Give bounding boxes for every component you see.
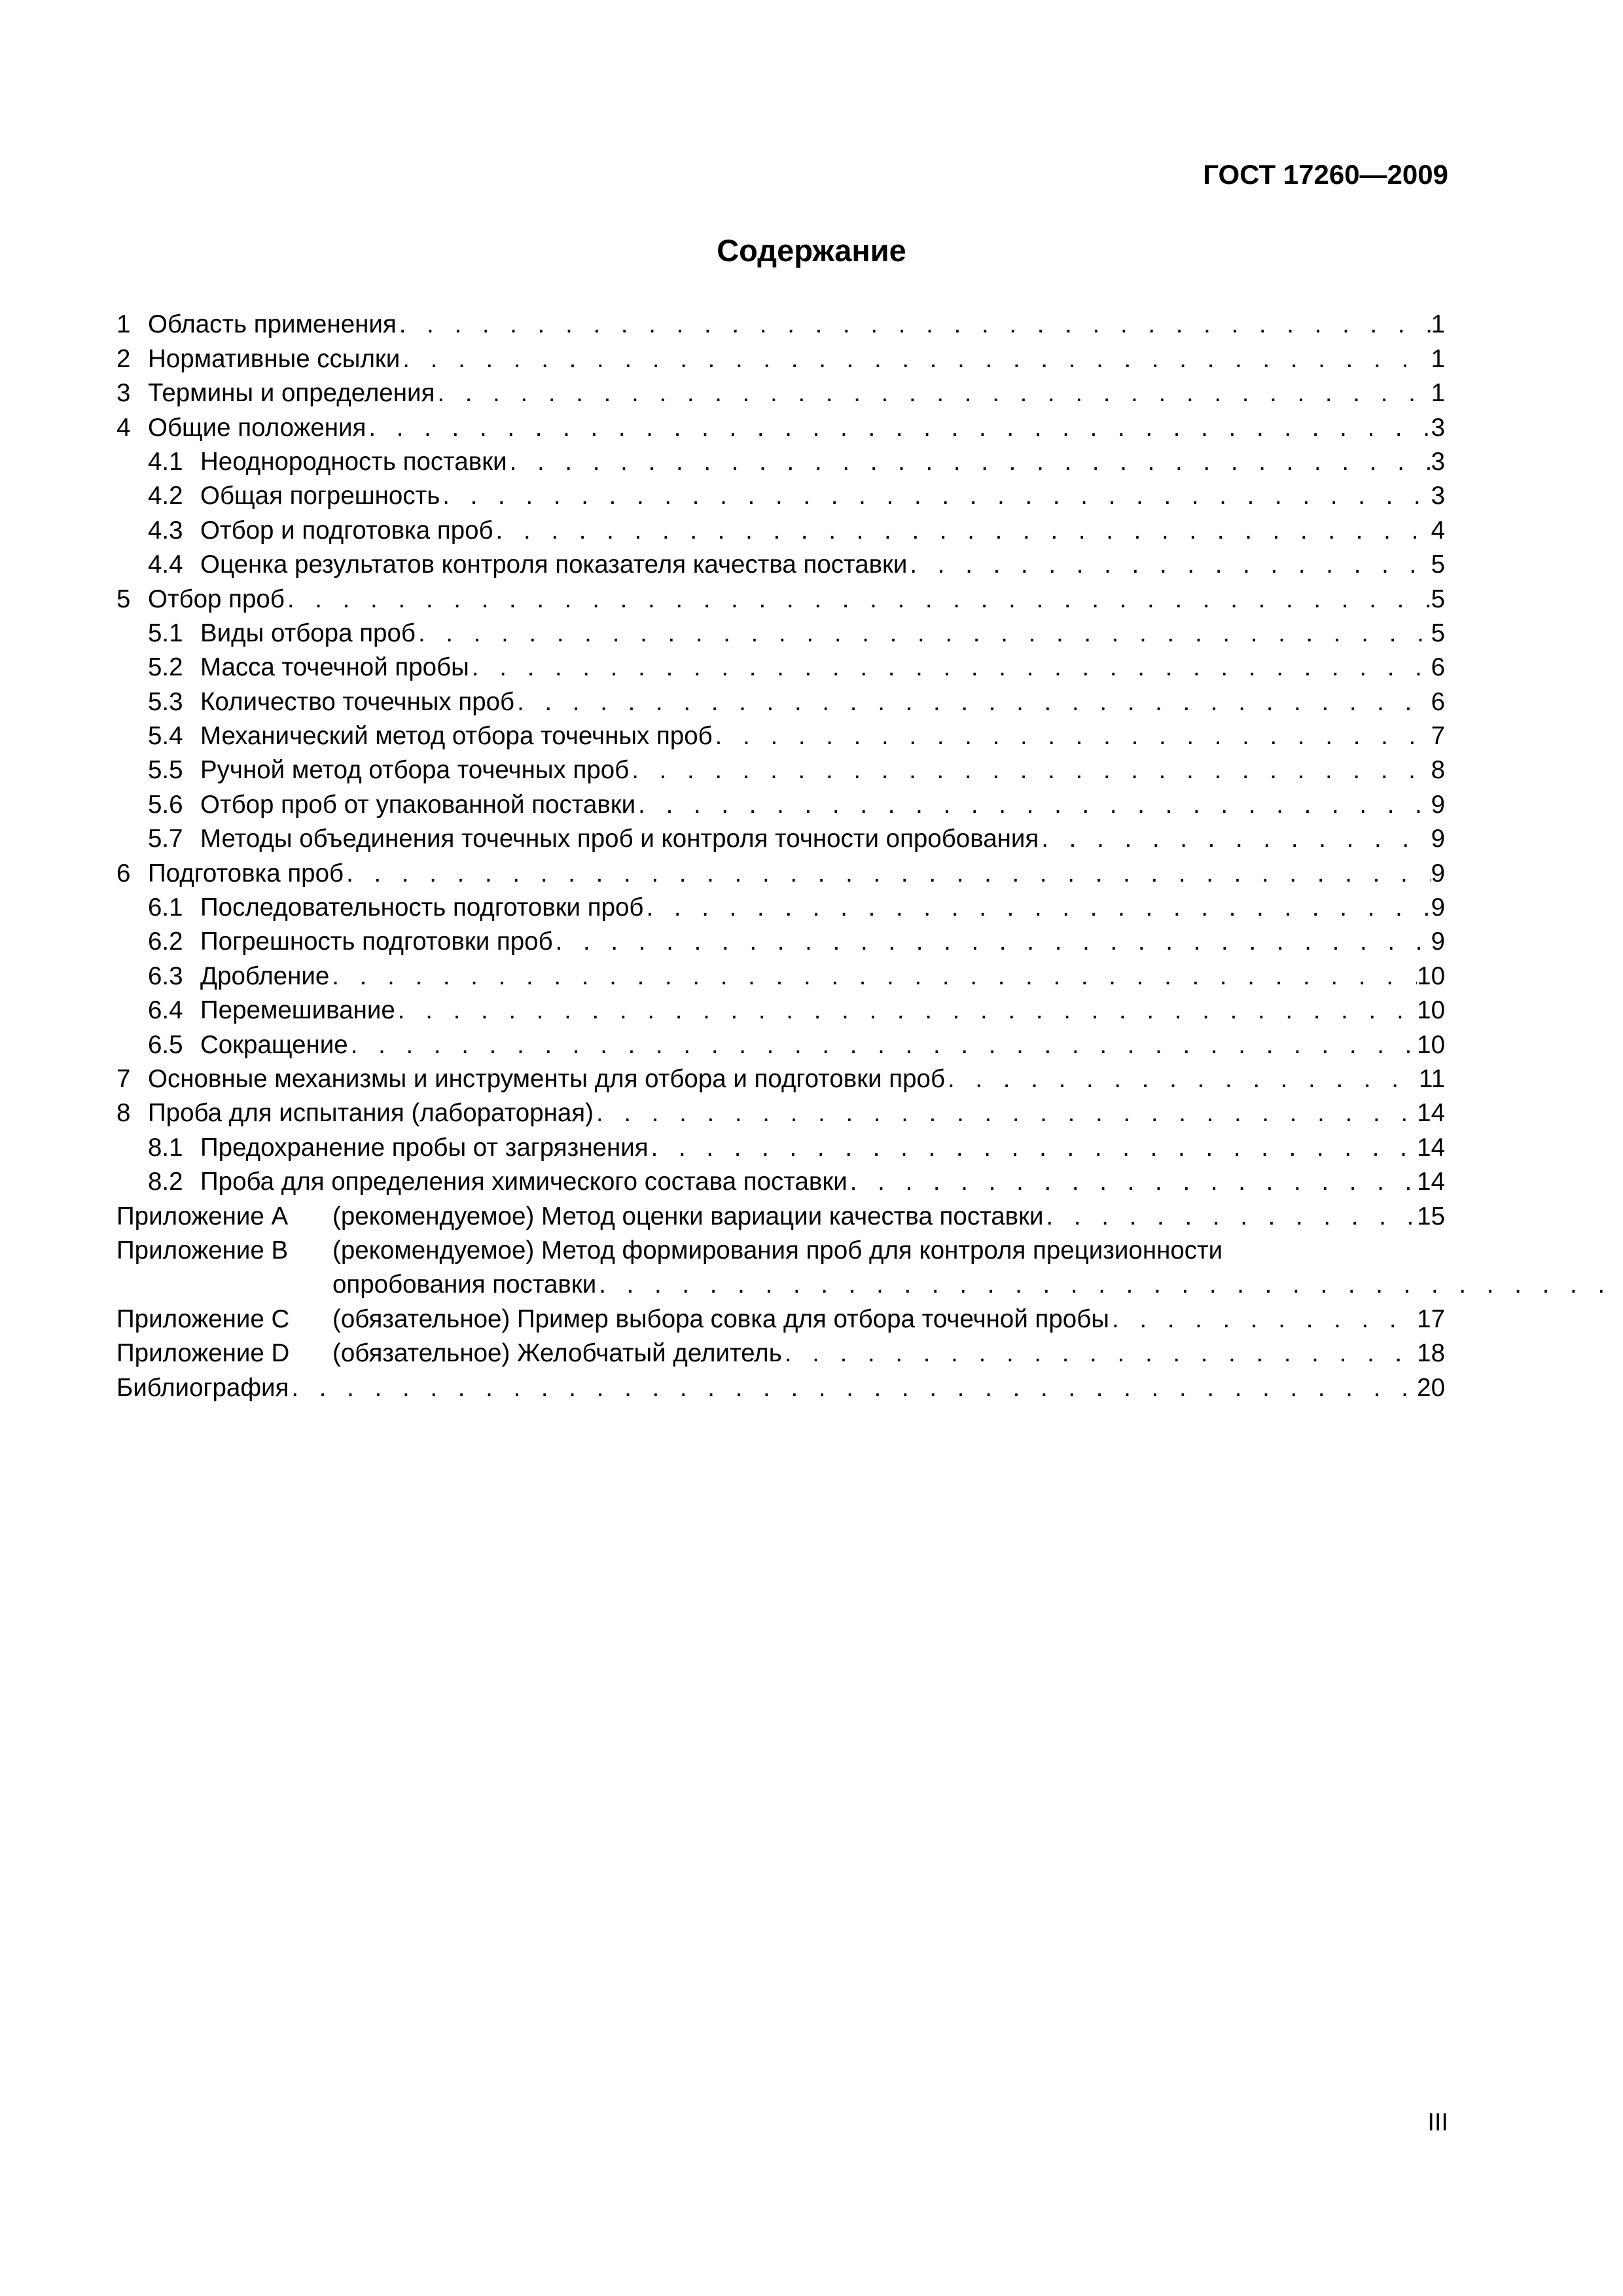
toc-title: Количество точечных проб	[200, 687, 515, 716]
toc-title: Общие положения	[148, 413, 366, 442]
toc-title: Дробление	[200, 961, 330, 990]
toc-number: 6.2	[148, 927, 183, 956]
toc-page: 8	[1431, 756, 1445, 785]
toc-page: 11	[1419, 1064, 1445, 1093]
toc-entry[interactable]	[116, 956, 1445, 990]
toc-number: 4	[116, 413, 131, 442]
appendix-title: (обязательное) Желобчатый делитель	[332, 1339, 782, 1368]
toc-number: 1	[116, 310, 131, 339]
toc-title: Общая погрешность	[200, 482, 440, 511]
dot-leader	[440, 482, 1431, 511]
dot-leader	[285, 585, 1431, 614]
toc-entry[interactable]	[116, 717, 1445, 751]
appendix-label: Приложение A	[116, 1202, 289, 1230]
dot-leader	[435, 379, 1431, 408]
appendix-title-continued: опробования поставки	[332, 1270, 597, 1299]
toc-bibliography-entry[interactable]	[116, 1368, 1445, 1402]
toc-entry[interactable]	[116, 408, 1445, 442]
bibliography-title: Библиография	[116, 1373, 289, 1402]
toc-page: 10	[1417, 1030, 1445, 1059]
toc-number: 4.3	[148, 516, 183, 545]
toc-entry[interactable]	[116, 853, 1445, 888]
toc-appendix-entry[interactable]	[116, 1334, 1445, 1368]
dot-leader	[594, 1099, 1417, 1128]
toc-entry[interactable]	[116, 1060, 1445, 1094]
toc-entry[interactable]	[116, 442, 1445, 476]
dot-leader	[514, 688, 1431, 717]
toc-entry[interactable]	[116, 1128, 1445, 1162]
toc-number: 8	[116, 1099, 131, 1128]
toc-page: 5	[1431, 619, 1445, 647]
toc-entry[interactable]	[116, 819, 1445, 853]
toc-entry[interactable]	[116, 339, 1445, 373]
toc-title: Неоднородность поставки	[200, 447, 507, 476]
toc-page: 9	[1431, 859, 1445, 888]
toc-number: 5.2	[148, 653, 183, 682]
toc-page: 9	[1431, 825, 1445, 853]
toc-page: 1	[1431, 310, 1445, 339]
dot-leader	[847, 1168, 1417, 1196]
dot-leader	[493, 516, 1431, 545]
toc-page: 3	[1431, 413, 1445, 442]
toc-title: Ручной метод отбора точечных проб	[200, 756, 630, 785]
toc-page: 14	[1417, 1168, 1445, 1196]
toc-title: Подготовка проб	[148, 859, 344, 888]
toc-page: 4	[1431, 516, 1445, 545]
dot-leader	[596, 1270, 1623, 1299]
toc-entry[interactable]	[116, 545, 1445, 579]
appendix-title: (рекомендуемое) Метод формирования проб для контроля прецизионности	[332, 1236, 1223, 1265]
toc-title: Проба для испытания (лабораторная)	[148, 1099, 594, 1128]
toc-entry[interactable]	[116, 648, 1445, 682]
dot-leader	[1043, 1202, 1417, 1231]
toc-page: 3	[1431, 482, 1445, 511]
toc-number: 7	[116, 1064, 131, 1093]
standard-designation: ГОСТ 17260—2009	[1203, 159, 1448, 190]
toc-entry[interactable]	[116, 682, 1445, 716]
toc-title: Область применения	[148, 310, 397, 339]
toc-page: 9	[1431, 927, 1445, 956]
toc-entry[interactable]	[116, 1162, 1445, 1196]
toc-entry[interactable]	[116, 476, 1445, 511]
toc-page: 9	[1431, 893, 1445, 922]
toc-number: 5.4	[148, 722, 183, 751]
dot-leader	[416, 619, 1431, 648]
dot-leader	[1109, 1305, 1417, 1334]
toc-entry[interactable]	[116, 888, 1445, 922]
toc-page: 20	[1417, 1373, 1445, 1402]
dot-leader	[629, 756, 1431, 785]
toc-number: 6	[116, 859, 131, 888]
toc-entry[interactable]	[116, 922, 1445, 956]
toc-title: Сокращение	[200, 1030, 348, 1059]
toc-title: Механический метод отбора точечных проб	[200, 722, 713, 751]
toc-page: 3	[1431, 447, 1445, 476]
toc-number: 4.4	[148, 550, 183, 579]
toc-page: 9	[1431, 790, 1445, 819]
toc-number: 5.5	[148, 756, 183, 785]
toc-entry[interactable]	[116, 1094, 1445, 1128]
toc-title: Нормативные ссылки	[148, 344, 401, 373]
dot-leader	[649, 1134, 1418, 1162]
dot-leader	[289, 1374, 1417, 1403]
toc-number: 4.2	[148, 482, 183, 511]
toc-entry[interactable]	[116, 305, 1445, 339]
toc-page: 18	[1417, 1339, 1445, 1368]
toc-page: 14	[1417, 1133, 1445, 1162]
toc-page: 5	[1431, 584, 1445, 613]
toc-number: 3	[116, 379, 131, 408]
dot-leader	[507, 448, 1431, 476]
toc-number: 5	[116, 584, 131, 613]
toc-page: 14	[1417, 1099, 1445, 1128]
dot-leader	[344, 859, 1431, 888]
toc-appendix-entry[interactable]	[116, 1231, 1445, 1300]
toc-title: Методы объединения точечных проб и контроля точности опробования	[200, 825, 1039, 853]
toc-number: 8.2	[148, 1168, 183, 1196]
toc-page: 5	[1431, 550, 1445, 579]
toc-entry[interactable]	[116, 579, 1445, 613]
toc-number: 5.1	[148, 619, 183, 647]
toc-title: Оценка результатов контроля показателя качества поставки	[200, 550, 908, 579]
dot-leader	[469, 653, 1431, 682]
dot-leader	[553, 927, 1431, 956]
dot-leader	[643, 893, 1431, 922]
toc-page: 15	[1417, 1202, 1445, 1230]
toc-entry[interactable]	[116, 1025, 1445, 1059]
page-title: Содержание	[717, 233, 906, 268]
toc-number: 6.1	[148, 893, 183, 922]
toc-entry[interactable]	[116, 511, 1445, 545]
toc-page: 6	[1431, 687, 1445, 716]
toc-page: 1	[1431, 344, 1445, 373]
toc-title: Виды отбора проб	[200, 619, 416, 647]
toc-title: Масса точечной пробы	[200, 653, 469, 682]
toc-number: 6.4	[148, 996, 183, 1025]
appendix-title: (обязательное) Пример выбора совка для отбора точечной пробы	[332, 1304, 1109, 1333]
appendix-label: Приложение B	[116, 1236, 289, 1265]
toc-number: 4.1	[148, 447, 183, 476]
toc-title: Предохранение пробы от загрязнения	[200, 1133, 649, 1162]
toc-number: 2	[116, 344, 131, 373]
toc-appendix-entry[interactable]	[116, 1299, 1445, 1333]
dot-leader	[395, 996, 1417, 1025]
dot-leader	[400, 345, 1431, 374]
toc-title: Перемешивание	[200, 996, 395, 1025]
toc-entry[interactable]	[116, 991, 1445, 1025]
toc-title: Отбор и подготовка проб	[200, 516, 493, 545]
appendix-label: Приложение C	[116, 1304, 290, 1333]
toc-title: Термины и определения	[148, 379, 435, 408]
dot-leader	[635, 791, 1431, 819]
toc-entry[interactable]	[116, 751, 1445, 785]
toc-entry[interactable]	[116, 374, 1445, 408]
appendix-label: Приложение D	[116, 1339, 290, 1368]
toc-entry[interactable]	[116, 785, 1445, 819]
toc-page: 10	[1417, 996, 1445, 1025]
dot-leader	[945, 1065, 1419, 1094]
appendix-title: (рекомендуемое) Метод оценки вариации качества поставки	[332, 1202, 1044, 1230]
toc-page: 1	[1431, 379, 1445, 408]
toc-number: 6.3	[148, 961, 183, 990]
dot-leader	[907, 550, 1431, 579]
toc-title: Проба для определения химического состава поставки	[200, 1168, 847, 1196]
page-number: III	[1427, 2109, 1448, 2136]
dot-leader	[782, 1339, 1417, 1368]
toc-number: 6.5	[148, 1030, 183, 1059]
dot-leader	[366, 414, 1431, 442]
table-of-contents	[116, 305, 1445, 1403]
toc-title: Последовательность подготовки проб	[200, 893, 644, 922]
toc-page: 17	[1417, 1304, 1445, 1333]
dot-leader	[348, 1031, 1417, 1060]
toc-title: Погрешность подготовки проб	[200, 927, 553, 956]
toc-title: Отбор проб от упакованной поставки	[200, 790, 636, 819]
toc-number: 8.1	[148, 1133, 183, 1162]
toc-number: 5.6	[148, 790, 183, 819]
dot-leader	[713, 722, 1431, 751]
toc-number: 5.3	[148, 687, 183, 716]
dot-leader	[397, 310, 1431, 339]
toc-number: 5.7	[148, 825, 183, 853]
toc-page: 10	[1417, 961, 1445, 990]
toc-page: 7	[1431, 722, 1445, 751]
toc-entry[interactable]	[116, 614, 1445, 648]
dot-leader	[1039, 825, 1431, 853]
toc-title: Отбор проб	[148, 584, 285, 613]
toc-appendix-entry[interactable]	[116, 1196, 1445, 1230]
dot-leader	[329, 962, 1417, 991]
toc-page: 6	[1431, 653, 1445, 682]
toc-title: Основные механизмы и инструменты для отбора и подготовки проб	[148, 1064, 946, 1093]
